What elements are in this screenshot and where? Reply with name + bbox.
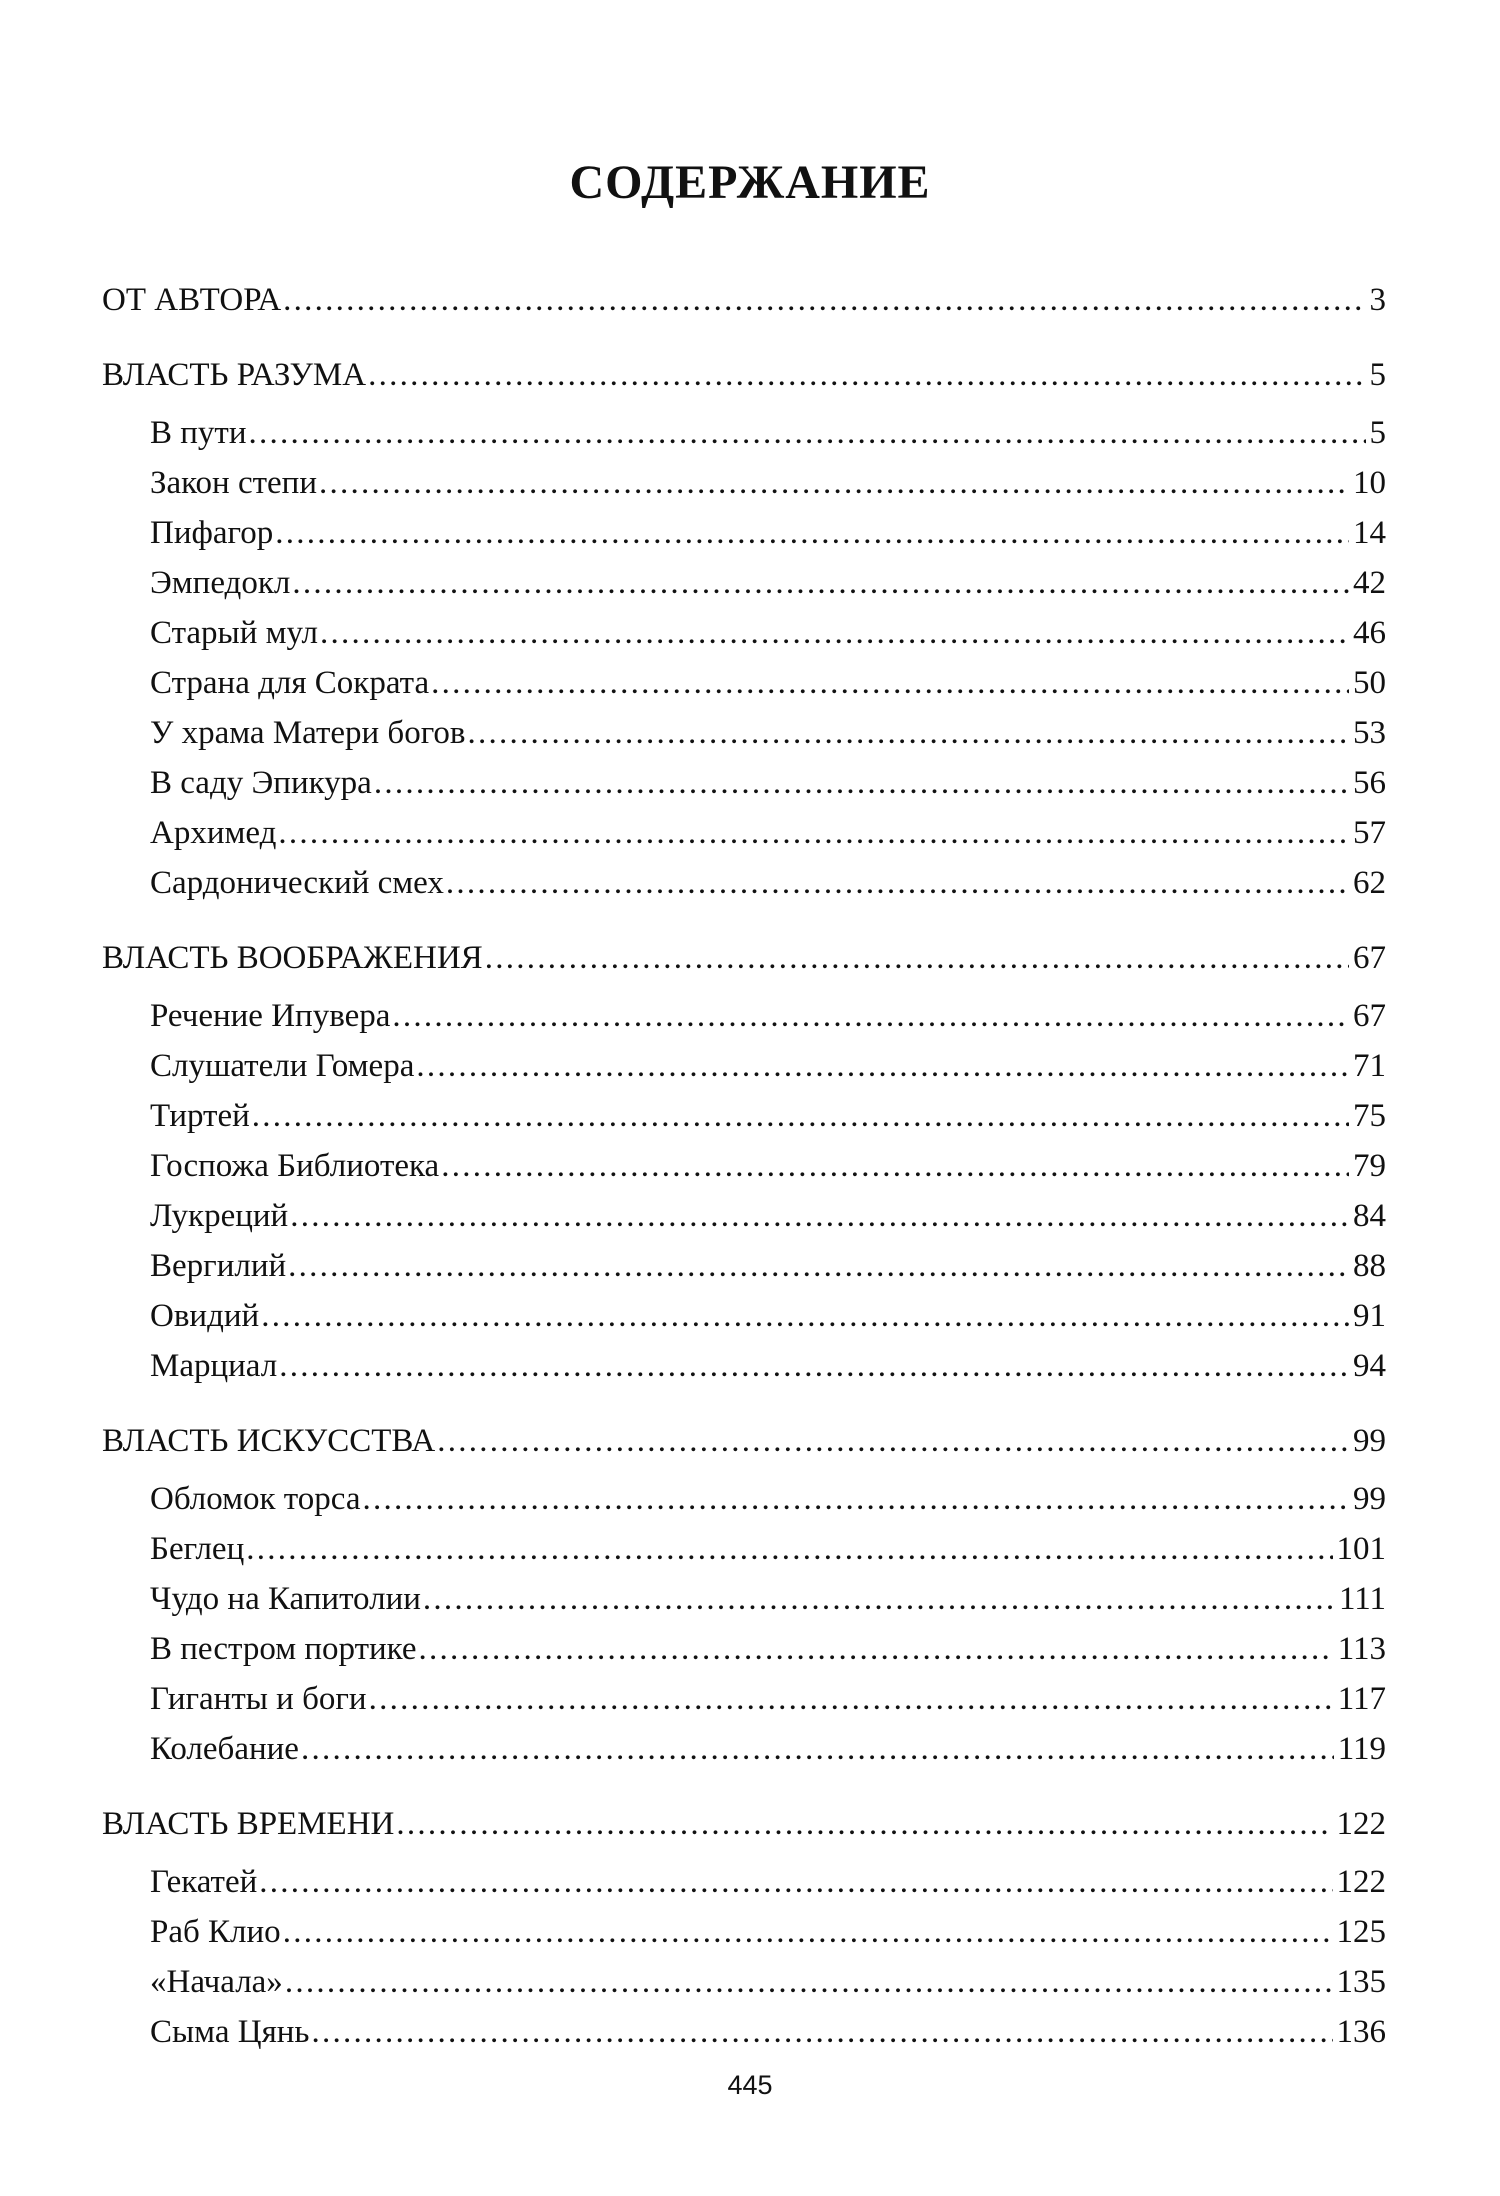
toc-entry-page: 62 bbox=[1353, 865, 1386, 901]
toc-entry bbox=[102, 1474, 1386, 1524]
toc-entry-page: 122 bbox=[1336, 1864, 1386, 1900]
toc-entry-title: Речение Ипувера bbox=[150, 998, 391, 1034]
toc-entry-title: «Начала» bbox=[150, 1964, 283, 2000]
toc-entry-title: Архимед bbox=[150, 815, 277, 851]
dot-leader bbox=[301, 1724, 1334, 1774]
toc-entry bbox=[102, 458, 1386, 508]
toc-entry bbox=[102, 1291, 1386, 1341]
toc-section-page: 3 bbox=[1369, 282, 1386, 318]
dot-leader bbox=[431, 658, 1349, 708]
toc-entry bbox=[102, 1141, 1386, 1191]
toc-entry-page: 53 bbox=[1353, 715, 1386, 751]
toc-entry-page: 42 bbox=[1353, 565, 1386, 601]
toc-entry-page: 99 bbox=[1353, 1481, 1386, 1517]
toc-entry-title: Гекатей bbox=[150, 1864, 258, 1900]
dot-leader bbox=[311, 2007, 1332, 2057]
toc-entry-title: Сардонический смех bbox=[150, 865, 444, 901]
dot-leader bbox=[374, 758, 1349, 808]
toc-entry-title: Сыма Цянь bbox=[150, 2014, 310, 2050]
toc-section-title: ОТ АВТОРА bbox=[102, 282, 282, 318]
toc-section-title: ВЛАСТЬ ВРЕМЕНИ bbox=[102, 1806, 395, 1842]
dot-leader bbox=[320, 608, 1349, 658]
toc-entry-title: Страна для Сократа bbox=[150, 665, 430, 701]
toc-entry bbox=[102, 1041, 1386, 1091]
toc-entry-title: Гиганты и боги bbox=[150, 1681, 367, 1717]
toc-section bbox=[102, 275, 1386, 325]
toc-entry bbox=[102, 1241, 1386, 1291]
dot-leader bbox=[416, 1041, 1349, 1091]
toc-entry-page: 117 bbox=[1337, 1681, 1386, 1717]
table-of-contents bbox=[102, 275, 1386, 2057]
toc-entry-title: В пути bbox=[150, 415, 247, 451]
toc-entry-page: 94 bbox=[1353, 1348, 1386, 1384]
toc-section-title: ВЛАСТЬ РАЗУМА bbox=[102, 357, 367, 393]
toc-entry-page: 14 bbox=[1353, 515, 1386, 551]
toc-entry bbox=[102, 708, 1386, 758]
toc-entry-title: Марциал bbox=[150, 1348, 278, 1384]
toc-section-page: 122 bbox=[1336, 1806, 1386, 1842]
dot-leader bbox=[369, 1674, 1334, 1724]
dot-leader bbox=[249, 408, 1366, 458]
toc-entry-title: Слушатели Гомера bbox=[150, 1048, 415, 1084]
toc-entry-title: Колебание bbox=[150, 1731, 299, 1767]
toc-entry-page: 75 bbox=[1353, 1098, 1386, 1134]
toc-entry bbox=[102, 1341, 1386, 1391]
toc-section-title: ВЛАСТЬ ВООБРАЖЕНИЯ bbox=[102, 940, 483, 976]
toc-entry-page: 125 bbox=[1336, 1914, 1386, 1950]
toc-entry-page: 91 bbox=[1353, 1298, 1386, 1334]
toc-entry bbox=[102, 508, 1386, 558]
toc-entry-title: Закон степи bbox=[150, 465, 317, 501]
toc-entry bbox=[102, 758, 1386, 808]
dot-leader bbox=[275, 508, 1349, 558]
toc-entry bbox=[102, 1957, 1386, 2007]
toc-entry bbox=[102, 1907, 1386, 1957]
toc-entry-title: Овидий bbox=[150, 1298, 260, 1334]
dot-leader bbox=[261, 1291, 1349, 1341]
toc-entry-title: В саду Эпикура bbox=[150, 765, 372, 801]
dot-leader bbox=[368, 350, 1365, 400]
toc-entry-title: Госпожа Библиотека bbox=[150, 1148, 440, 1184]
toc-section-page: 5 bbox=[1369, 357, 1386, 393]
toc-entry-title: Лукреций bbox=[150, 1198, 289, 1234]
toc-section-title: ВЛАСТЬ ИСКУССТВА bbox=[102, 1423, 436, 1459]
toc-entry bbox=[102, 558, 1386, 608]
toc-entry bbox=[102, 808, 1386, 858]
toc-entry-page: 5 bbox=[1369, 415, 1386, 451]
dot-leader bbox=[288, 1241, 1349, 1291]
toc-section bbox=[102, 1416, 1386, 1466]
toc-entry bbox=[102, 991, 1386, 1041]
toc-entry bbox=[102, 1624, 1386, 1674]
dot-leader bbox=[363, 1474, 1350, 1524]
toc-entry bbox=[102, 2007, 1386, 2057]
dot-leader bbox=[285, 1957, 1333, 2007]
toc-entry-page: 84 bbox=[1353, 1198, 1386, 1234]
toc-entry-title: Обломок торса bbox=[150, 1481, 361, 1517]
dot-leader bbox=[423, 1574, 1335, 1624]
page-title: СОДЕРЖАНИЕ bbox=[569, 156, 931, 209]
dot-leader bbox=[437, 1416, 1349, 1466]
toc-entry-title: Старый мул bbox=[150, 615, 319, 651]
toc-section-page: 67 bbox=[1353, 940, 1386, 976]
toc-entry-page: 101 bbox=[1336, 1531, 1386, 1567]
toc-entry-page: 56 bbox=[1353, 765, 1386, 801]
toc-entry-page: 113 bbox=[1337, 1631, 1386, 1667]
toc-entry-title: У храма Матери богов bbox=[150, 715, 466, 751]
toc-entry-page: 79 bbox=[1353, 1148, 1386, 1184]
dot-leader bbox=[292, 558, 1349, 608]
dot-leader bbox=[485, 933, 1349, 983]
toc-entry-title: Пифагор bbox=[150, 515, 274, 551]
toc-entry-title: Эмпедокл bbox=[150, 565, 291, 601]
toc-entry-page: 50 bbox=[1353, 665, 1386, 701]
toc-section bbox=[102, 350, 1386, 400]
dot-leader bbox=[279, 1341, 1349, 1391]
dot-leader bbox=[278, 808, 1349, 858]
toc-section-page: 99 bbox=[1353, 1423, 1386, 1459]
dot-leader bbox=[252, 1091, 1349, 1141]
toc-section bbox=[102, 1799, 1386, 1849]
toc-entry-page: 135 bbox=[1336, 1964, 1386, 2000]
toc-entry-page: 111 bbox=[1338, 1581, 1386, 1617]
toc-section bbox=[102, 933, 1386, 983]
toc-entry bbox=[102, 1857, 1386, 1907]
dot-leader bbox=[441, 1141, 1349, 1191]
toc-entry bbox=[102, 1674, 1386, 1724]
page-number: 445 bbox=[727, 2070, 773, 2100]
toc-entry-title: В пестром портике bbox=[150, 1631, 417, 1667]
toc-entry bbox=[102, 1724, 1386, 1774]
toc-entry-title: Чудо на Капитолии bbox=[150, 1581, 421, 1617]
dot-leader bbox=[446, 858, 1349, 908]
toc-entry bbox=[102, 608, 1386, 658]
dot-leader bbox=[468, 708, 1349, 758]
toc-entry bbox=[102, 1574, 1386, 1624]
toc-entry-page: 88 bbox=[1353, 1248, 1386, 1284]
toc-entry-page: 71 bbox=[1353, 1048, 1386, 1084]
dot-leader bbox=[259, 1857, 1332, 1907]
toc-entry-title: Вергилий bbox=[150, 1248, 287, 1284]
dot-leader bbox=[290, 1191, 1349, 1241]
toc-entry bbox=[102, 1091, 1386, 1141]
dot-leader bbox=[419, 1624, 1334, 1674]
toc-entry-page: 46 bbox=[1353, 615, 1386, 651]
dot-leader bbox=[392, 991, 1349, 1041]
toc-entry-page: 119 bbox=[1337, 1731, 1386, 1767]
toc-entry-title: Раб Клио bbox=[150, 1914, 281, 1950]
toc-entry bbox=[102, 1524, 1386, 1574]
dot-leader bbox=[396, 1799, 1332, 1849]
toc-entry bbox=[102, 408, 1386, 458]
toc-entry-title: Тиртей bbox=[150, 1098, 250, 1134]
toc-entry bbox=[102, 858, 1386, 908]
toc-entry-title: Беглец bbox=[150, 1531, 245, 1567]
dot-leader bbox=[283, 275, 1365, 325]
dot-leader bbox=[319, 458, 1349, 508]
toc-entry bbox=[102, 1191, 1386, 1241]
toc-entry-page: 67 bbox=[1353, 998, 1386, 1034]
toc-entry bbox=[102, 658, 1386, 708]
toc-entry-page: 10 bbox=[1353, 465, 1386, 501]
toc-entry-page: 57 bbox=[1353, 815, 1386, 851]
toc-entry-page: 136 bbox=[1336, 2014, 1386, 2050]
dot-leader bbox=[283, 1907, 1333, 1957]
dot-leader bbox=[246, 1524, 1332, 1574]
